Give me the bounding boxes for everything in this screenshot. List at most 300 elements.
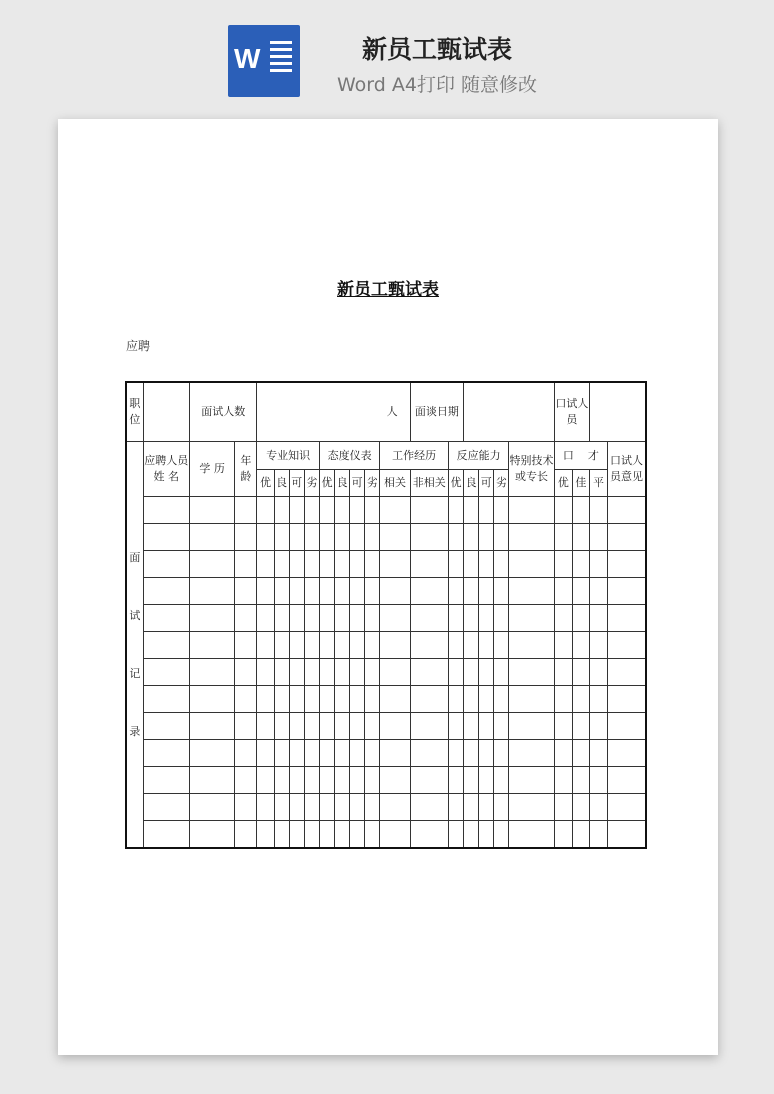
table-cell[interactable]: [235, 767, 257, 794]
table-cell[interactable]: [189, 551, 234, 578]
table-cell[interactable]: [589, 686, 607, 713]
table-cell[interactable]: [479, 794, 494, 821]
table-cell[interactable]: [365, 524, 380, 551]
table-cell[interactable]: [572, 713, 589, 740]
table-cell[interactable]: [494, 713, 509, 740]
table-cell[interactable]: [350, 605, 365, 632]
table-cell[interactable]: [410, 524, 448, 551]
table-cell[interactable]: [289, 524, 304, 551]
table-cell[interactable]: [589, 767, 607, 794]
table-cell[interactable]: [319, 767, 334, 794]
table-cell[interactable]: [589, 713, 607, 740]
table-cell[interactable]: [589, 524, 607, 551]
table-cell[interactable]: [143, 578, 189, 605]
table-cell[interactable]: [319, 794, 334, 821]
table-cell[interactable]: [257, 740, 274, 767]
table-cell[interactable]: [554, 524, 572, 551]
table-cell[interactable]: [448, 578, 463, 605]
table-cell[interactable]: [274, 740, 289, 767]
table-cell[interactable]: [410, 767, 448, 794]
table-cell[interactable]: [572, 740, 589, 767]
table-cell[interactable]: [143, 632, 189, 659]
table-cell[interactable]: [509, 686, 554, 713]
table-cell[interactable]: [494, 767, 509, 794]
table-cell[interactable]: [350, 794, 365, 821]
table-cell[interactable]: [335, 767, 350, 794]
table-cell[interactable]: [410, 578, 448, 605]
table-cell[interactable]: [319, 659, 334, 686]
table-cell[interactable]: [274, 713, 289, 740]
table-cell[interactable]: [235, 686, 257, 713]
table-cell[interactable]: [350, 551, 365, 578]
table-cell[interactable]: [509, 794, 554, 821]
table-cell[interactable]: [464, 524, 479, 551]
table-cell[interactable]: [608, 821, 646, 849]
experience-label: 非相关: [410, 470, 448, 497]
table-cell[interactable]: [335, 794, 350, 821]
table-cell[interactable]: [448, 551, 463, 578]
experience-label: 相关: [380, 470, 410, 497]
table-cell[interactable]: [608, 686, 646, 713]
table-cell[interactable]: [380, 497, 410, 524]
table-cell[interactable]: [365, 578, 380, 605]
table-cell[interactable]: [479, 686, 494, 713]
table-cell[interactable]: [410, 794, 448, 821]
table-cell[interactable]: [448, 821, 463, 849]
table-cell[interactable]: [350, 686, 365, 713]
table-cell[interactable]: [380, 659, 410, 686]
table-cell[interactable]: [274, 794, 289, 821]
table-cell[interactable]: [509, 767, 554, 794]
table-cell[interactable]: [608, 740, 646, 767]
table-cell[interactable]: [509, 524, 554, 551]
table-cell[interactable]: [319, 524, 334, 551]
table-cell[interactable]: [410, 740, 448, 767]
table-cell[interactable]: [274, 497, 289, 524]
table-cell[interactable]: [380, 794, 410, 821]
table-cell[interactable]: [319, 740, 334, 767]
table-cell[interactable]: [274, 551, 289, 578]
table-cell[interactable]: [289, 740, 304, 767]
table-cell[interactable]: [448, 686, 463, 713]
table-cell[interactable]: [350, 632, 365, 659]
table-cell[interactable]: [589, 821, 607, 849]
table-cell[interactable]: [289, 713, 304, 740]
table-cell[interactable]: [304, 794, 319, 821]
table-cell[interactable]: [274, 578, 289, 605]
table-cell[interactable]: [189, 524, 234, 551]
table-cell[interactable]: [554, 578, 572, 605]
table-cell[interactable]: [304, 740, 319, 767]
table-cell[interactable]: [274, 659, 289, 686]
table-cell[interactable]: [350, 524, 365, 551]
table-cell[interactable]: [257, 767, 274, 794]
table-cell[interactable]: [479, 497, 494, 524]
table-cell[interactable]: [554, 632, 572, 659]
table-cell[interactable]: [589, 497, 607, 524]
table-cell[interactable]: [289, 794, 304, 821]
table-cell[interactable]: [304, 632, 319, 659]
table-cell[interactable]: [143, 551, 189, 578]
table-cell[interactable]: [235, 551, 257, 578]
table-cell[interactable]: [335, 740, 350, 767]
table-cell[interactable]: [257, 686, 274, 713]
table-cell[interactable]: [235, 524, 257, 551]
table-row: [126, 605, 646, 632]
table-cell[interactable]: [464, 686, 479, 713]
table-cell[interactable]: [304, 659, 319, 686]
table-cell[interactable]: [257, 659, 274, 686]
table-cell[interactable]: [479, 659, 494, 686]
table-cell[interactable]: [380, 605, 410, 632]
table-cell[interactable]: [479, 740, 494, 767]
table-cell[interactable]: [189, 659, 234, 686]
table-cell[interactable]: [554, 551, 572, 578]
table-cell[interactable]: [304, 767, 319, 794]
table-cell[interactable]: [608, 659, 646, 686]
table-cell[interactable]: [494, 821, 509, 849]
table-cell[interactable]: [589, 605, 607, 632]
table-cell[interactable]: [289, 686, 304, 713]
table-cell[interactable]: [335, 524, 350, 551]
table-cell[interactable]: [289, 551, 304, 578]
table-cell[interactable]: [365, 767, 380, 794]
table-cell[interactable]: [494, 524, 509, 551]
table-cell[interactable]: [448, 767, 463, 794]
table-cell[interactable]: [554, 713, 572, 740]
table-cell[interactable]: [350, 740, 365, 767]
table-cell[interactable]: [410, 686, 448, 713]
table-cell[interactable]: [554, 659, 572, 686]
table-cell[interactable]: [464, 605, 479, 632]
table-cell[interactable]: [509, 578, 554, 605]
table-cell[interactable]: [410, 497, 448, 524]
table-cell[interactable]: [189, 632, 234, 659]
table-cell[interactable]: [257, 551, 274, 578]
table-cell[interactable]: [143, 740, 189, 767]
table-cell[interactable]: [319, 686, 334, 713]
table-cell[interactable]: [410, 821, 448, 849]
table-cell[interactable]: [572, 659, 589, 686]
table-cell[interactable]: [257, 524, 274, 551]
table-cell[interactable]: [509, 551, 554, 578]
table-cell[interactable]: [479, 578, 494, 605]
table-cell[interactable]: [319, 713, 334, 740]
table-cell[interactable]: [464, 497, 479, 524]
table-cell[interactable]: [289, 767, 304, 794]
table-cell[interactable]: [235, 632, 257, 659]
table-cell[interactable]: [235, 713, 257, 740]
table-cell[interactable]: [365, 740, 380, 767]
table-cell[interactable]: [608, 713, 646, 740]
table-cell[interactable]: [380, 551, 410, 578]
table-cell[interactable]: [380, 767, 410, 794]
table-cell[interactable]: [143, 605, 189, 632]
table-cell[interactable]: [189, 605, 234, 632]
table-cell[interactable]: [365, 632, 380, 659]
table-cell[interactable]: [572, 551, 589, 578]
table-cell[interactable]: [335, 821, 350, 849]
table-cell[interactable]: [448, 794, 463, 821]
table-cell[interactable]: [448, 632, 463, 659]
table-cell[interactable]: [257, 821, 274, 849]
table-cell[interactable]: [494, 551, 509, 578]
table-cell[interactable]: [365, 821, 380, 849]
table-cell[interactable]: [572, 821, 589, 849]
table-cell[interactable]: [572, 578, 589, 605]
table-cell[interactable]: [608, 551, 646, 578]
table-cell[interactable]: [509, 659, 554, 686]
table-cell[interactable]: [235, 821, 257, 849]
table-cell[interactable]: [257, 632, 274, 659]
table-cell[interactable]: [494, 659, 509, 686]
table-cell[interactable]: [189, 713, 234, 740]
table-cell[interactable]: [189, 821, 234, 849]
table-row: [126, 686, 646, 713]
table-cell[interactable]: [554, 686, 572, 713]
table-cell[interactable]: [289, 659, 304, 686]
table-cell[interactable]: [572, 767, 589, 794]
table-cell[interactable]: [235, 578, 257, 605]
table-cell[interactable]: [304, 524, 319, 551]
table-cell[interactable]: [189, 578, 234, 605]
table-cell[interactable]: [572, 605, 589, 632]
table-cell[interactable]: [350, 497, 365, 524]
table-cell[interactable]: [464, 713, 479, 740]
table-cell[interactable]: [189, 767, 234, 794]
table-cell[interactable]: [365, 605, 380, 632]
table-cell[interactable]: [608, 605, 646, 632]
grade-label: 可: [479, 470, 494, 497]
position-value[interactable]: [143, 382, 189, 442]
table-cell[interactable]: [554, 821, 572, 849]
table-cell[interactable]: [304, 686, 319, 713]
table-cell[interactable]: [143, 497, 189, 524]
table-cell[interactable]: [335, 605, 350, 632]
table-cell[interactable]: [448, 605, 463, 632]
table-cell[interactable]: [143, 794, 189, 821]
table-cell[interactable]: [589, 740, 607, 767]
table-cell[interactable]: [350, 767, 365, 794]
table-cell[interactable]: [350, 659, 365, 686]
table-cell[interactable]: [464, 659, 479, 686]
table-cell[interactable]: [257, 605, 274, 632]
eloquence-grade: 平: [589, 470, 607, 497]
table-cell[interactable]: [319, 605, 334, 632]
table-cell[interactable]: [464, 578, 479, 605]
table-cell[interactable]: [319, 551, 334, 578]
table-cell[interactable]: [335, 632, 350, 659]
table-cell[interactable]: [289, 632, 304, 659]
table-cell[interactable]: [319, 497, 334, 524]
table-cell[interactable]: [410, 713, 448, 740]
table-cell[interactable]: [335, 578, 350, 605]
table-cell[interactable]: [235, 794, 257, 821]
table-cell[interactable]: [494, 578, 509, 605]
table-cell[interactable]: [554, 794, 572, 821]
interview-date-value[interactable]: [464, 382, 555, 442]
table-cell[interactable]: [319, 578, 334, 605]
table-cell[interactable]: [589, 578, 607, 605]
table-cell[interactable]: [589, 632, 607, 659]
table-cell[interactable]: [143, 821, 189, 849]
table-cell[interactable]: [189, 794, 234, 821]
table-cell[interactable]: [410, 551, 448, 578]
table-cell[interactable]: [589, 659, 607, 686]
table-cell[interactable]: [554, 497, 572, 524]
table-cell[interactable]: [494, 740, 509, 767]
table-cell[interactable]: [350, 578, 365, 605]
table-cell[interactable]: [319, 821, 334, 849]
table-cell[interactable]: [589, 794, 607, 821]
table-cell[interactable]: [494, 497, 509, 524]
table-cell[interactable]: [479, 713, 494, 740]
table-cell[interactable]: [235, 605, 257, 632]
table-cell[interactable]: [410, 659, 448, 686]
table-cell[interactable]: [304, 821, 319, 849]
table-cell[interactable]: [380, 713, 410, 740]
table-cell[interactable]: [410, 605, 448, 632]
table-cell[interactable]: [572, 497, 589, 524]
table-cell[interactable]: [448, 713, 463, 740]
table-cell[interactable]: [365, 713, 380, 740]
table-cell[interactable]: [365, 686, 380, 713]
table-cell[interactable]: [235, 740, 257, 767]
table-cell[interactable]: [304, 551, 319, 578]
table-cell[interactable]: [304, 713, 319, 740]
table-cell[interactable]: [464, 794, 479, 821]
table-cell[interactable]: [608, 497, 646, 524]
table-cell[interactable]: [464, 821, 479, 849]
table-cell[interactable]: [274, 767, 289, 794]
table-cell[interactable]: [572, 632, 589, 659]
table-cell[interactable]: [365, 497, 380, 524]
table-cell[interactable]: [380, 632, 410, 659]
table-cell[interactable]: [494, 605, 509, 632]
table-cell[interactable]: [509, 740, 554, 767]
table-cell[interactable]: [304, 578, 319, 605]
word-logo-icon: [228, 25, 300, 97]
table-cell[interactable]: [509, 605, 554, 632]
table-cell[interactable]: [509, 497, 554, 524]
table-cell[interactable]: [143, 659, 189, 686]
table-cell[interactable]: [350, 713, 365, 740]
table-cell[interactable]: [289, 821, 304, 849]
table-cell[interactable]: [289, 578, 304, 605]
table-cell[interactable]: [289, 605, 304, 632]
table-cell[interactable]: [350, 821, 365, 849]
table-cell[interactable]: [479, 524, 494, 551]
table-cell[interactable]: [464, 740, 479, 767]
table-cell[interactable]: [572, 686, 589, 713]
table-cell[interactable]: [143, 686, 189, 713]
table-cell[interactable]: [274, 632, 289, 659]
table-cell[interactable]: [464, 767, 479, 794]
table-cell[interactable]: [335, 713, 350, 740]
table-cell[interactable]: [494, 632, 509, 659]
table-cell[interactable]: [509, 632, 554, 659]
table-cell[interactable]: [494, 686, 509, 713]
table-cell[interactable]: [608, 632, 646, 659]
table-cell[interactable]: [189, 497, 234, 524]
table-cell[interactable]: [274, 524, 289, 551]
table-cell[interactable]: [235, 659, 257, 686]
grade-label: 劣: [494, 470, 509, 497]
table-cell[interactable]: [479, 632, 494, 659]
table-cell[interactable]: [410, 632, 448, 659]
table-cell[interactable]: [335, 686, 350, 713]
table-cell[interactable]: [380, 686, 410, 713]
table-cell[interactable]: [479, 605, 494, 632]
interview-count-value[interactable]: 人: [257, 382, 410, 442]
table-cell[interactable]: [479, 551, 494, 578]
table-cell[interactable]: [608, 524, 646, 551]
table-cell[interactable]: [448, 524, 463, 551]
table-cell[interactable]: [380, 524, 410, 551]
table-cell[interactable]: [235, 497, 257, 524]
table-cell[interactable]: [304, 605, 319, 632]
table-cell[interactable]: [494, 794, 509, 821]
table-cell[interactable]: [335, 551, 350, 578]
table-cell[interactable]: [189, 740, 234, 767]
table-cell[interactable]: [365, 794, 380, 821]
table-cell[interactable]: [274, 686, 289, 713]
table-cell[interactable]: [572, 524, 589, 551]
table-cell[interactable]: [143, 524, 189, 551]
table-cell[interactable]: [608, 794, 646, 821]
table-cell[interactable]: [464, 632, 479, 659]
table-cell[interactable]: [143, 767, 189, 794]
table-cell[interactable]: [448, 497, 463, 524]
table-cell[interactable]: [554, 740, 572, 767]
table-cell[interactable]: [509, 713, 554, 740]
table-cell[interactable]: [448, 659, 463, 686]
table-cell[interactable]: [274, 605, 289, 632]
table-cell[interactable]: [257, 713, 274, 740]
interviewer-value[interactable]: [589, 382, 646, 442]
table-cell[interactable]: [319, 632, 334, 659]
table-cell[interactable]: [554, 605, 572, 632]
table-cell[interactable]: [335, 497, 350, 524]
table-cell[interactable]: [189, 686, 234, 713]
table-cell[interactable]: [380, 821, 410, 849]
table-cell[interactable]: [304, 497, 319, 524]
table-cell[interactable]: [380, 578, 410, 605]
table-row: [126, 497, 646, 524]
table-cell[interactable]: [479, 821, 494, 849]
table-cell[interactable]: [335, 659, 350, 686]
table-cell[interactable]: [365, 659, 380, 686]
table-cell[interactable]: [365, 551, 380, 578]
table-cell[interactable]: [572, 794, 589, 821]
table-cell[interactable]: [608, 767, 646, 794]
table-cell[interactable]: [554, 767, 572, 794]
table-cell[interactable]: [589, 551, 607, 578]
table-cell[interactable]: [257, 578, 274, 605]
table-cell[interactable]: [289, 497, 304, 524]
table-cell[interactable]: [464, 551, 479, 578]
table-cell[interactable]: [608, 578, 646, 605]
table-cell[interactable]: [257, 497, 274, 524]
table-cell[interactable]: [509, 821, 554, 849]
table-cell[interactable]: [143, 713, 189, 740]
table-cell[interactable]: [257, 794, 274, 821]
table-cell[interactable]: [274, 821, 289, 849]
table-cell[interactable]: [479, 767, 494, 794]
table-cell[interactable]: [380, 740, 410, 767]
table-cell[interactable]: [448, 740, 463, 767]
applicant-label: 应聘: [126, 339, 151, 353]
